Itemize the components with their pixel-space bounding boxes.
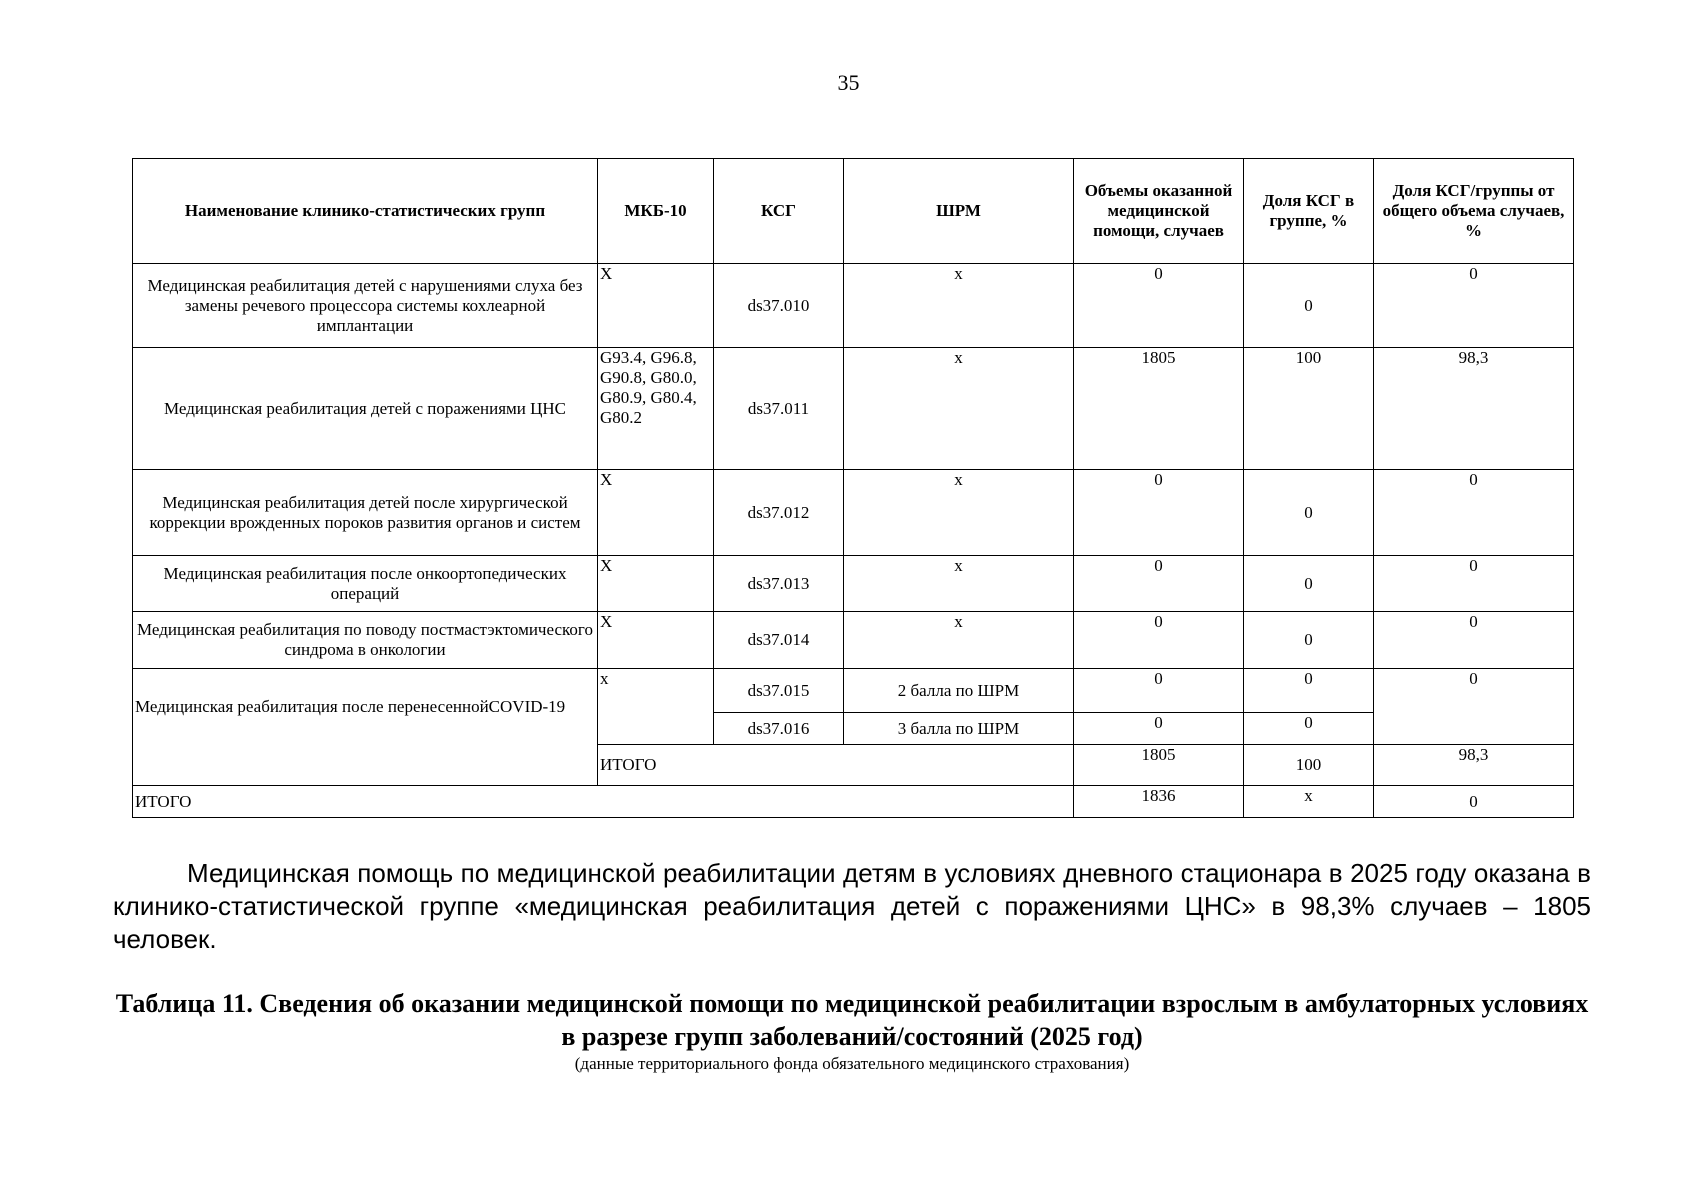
next-table-source: (данные территориального фонда обязательного медицинского страхования) bbox=[574, 1054, 1130, 1073]
total-label: ИТОГО bbox=[133, 786, 1074, 818]
row-shrm: x bbox=[844, 264, 1074, 348]
covid-share-group-2: 0 bbox=[1244, 713, 1374, 745]
row-volume: 0 bbox=[1074, 264, 1244, 348]
summary-paragraph: Медицинская помощь по медицинской реабилитации детям в условиях дневного стационара в 2025 году оказана в клинико-статистической группе «медицинская реабилитация детей с поражениями ЦНС» в 98,3% случаев – 1805 человек. bbox=[113, 858, 1591, 954]
rehab-children-table bbox=[132, 158, 1574, 818]
total-share-group: x bbox=[1244, 786, 1374, 818]
row-volume: 0 bbox=[1074, 470, 1244, 556]
covid-volume-2: 0 bbox=[1074, 713, 1244, 745]
covid-share-total: 0 bbox=[1374, 669, 1574, 745]
row-mkb: X bbox=[598, 556, 714, 612]
header-name: Наименование клинико-статистических групп bbox=[133, 159, 598, 264]
row-name: Медицинская реабилитация по поводу постмастэктомического синдрома в онкологии bbox=[133, 612, 598, 669]
row-share-group: 100 bbox=[1244, 348, 1374, 470]
row-ksg: ds37.012 bbox=[714, 470, 844, 556]
row-mkb: X bbox=[598, 470, 714, 556]
covid-shrm-2: 3 балла по ШРМ bbox=[844, 713, 1074, 745]
row-shrm: x bbox=[844, 470, 1074, 556]
covid-subtotal-volume: 1805 bbox=[1074, 745, 1244, 786]
row-share-group: 0 bbox=[1244, 470, 1374, 556]
header-share-total: Доля КСГ/группы от общего объема случаев, % bbox=[1374, 159, 1574, 264]
table-row-covid-1 bbox=[133, 669, 1574, 713]
page-number: 35 bbox=[837, 70, 860, 95]
next-table-title: Таблица 11. Сведения об оказании медицинской помощи по медицинской реабилитации взрослым в амбулаторных условиях в разрезе групп заболеваний/состояний (2025 год) bbox=[115, 989, 1589, 1051]
row-share-total: 98,3 bbox=[1374, 348, 1574, 470]
row-share-group: 0 bbox=[1244, 264, 1374, 348]
row-name: Медицинская реабилитация детей после хирургической коррекции врожденных пороков развития органов и систем bbox=[133, 470, 598, 556]
header-shrm: ШРМ bbox=[844, 159, 1074, 264]
row-share-group: 0 bbox=[1244, 556, 1374, 612]
covid-ksg-1: ds37.015 bbox=[714, 669, 844, 713]
covid-mkb: x bbox=[598, 669, 714, 745]
covid-name: Медицинская реабилитация после перенесеннойCOVID-19 bbox=[133, 669, 598, 786]
covid-share-group-1: 0 bbox=[1244, 669, 1374, 713]
row-shrm: x bbox=[844, 348, 1074, 470]
table-row bbox=[133, 470, 1574, 556]
header-share-group: Доля КСГ в группе, % bbox=[1244, 159, 1374, 264]
table-row bbox=[133, 556, 1574, 612]
row-mkb: X bbox=[598, 264, 714, 348]
row-volume: 0 bbox=[1074, 556, 1244, 612]
table-row bbox=[133, 348, 1574, 470]
row-shrm: x bbox=[844, 556, 1074, 612]
row-share-total: 0 bbox=[1374, 556, 1574, 612]
total-volume: 1836 bbox=[1074, 786, 1244, 818]
covid-subtotal-label: ИТОГО bbox=[598, 745, 1074, 786]
covid-subtotal-share-group: 100 bbox=[1244, 745, 1374, 786]
row-share-total: 0 bbox=[1374, 264, 1574, 348]
covid-volume-1: 0 bbox=[1074, 669, 1244, 713]
row-share-total: 0 bbox=[1374, 612, 1574, 669]
row-share-total: 0 bbox=[1374, 470, 1574, 556]
total-share-total: 0 bbox=[1374, 786, 1574, 818]
row-ksg: ds37.013 bbox=[714, 556, 844, 612]
table-row bbox=[133, 612, 1574, 669]
header-mkb: МКБ-10 bbox=[598, 159, 714, 264]
row-mkb: X bbox=[598, 612, 714, 669]
table-row-total bbox=[133, 786, 1574, 818]
row-name: Медицинская реабилитация детей с поражениями ЦНС bbox=[133, 348, 598, 470]
covid-shrm-1: 2 балла по ШРМ bbox=[844, 669, 1074, 713]
row-volume: 1805 bbox=[1074, 348, 1244, 470]
row-volume: 0 bbox=[1074, 612, 1244, 669]
table-header-row bbox=[133, 159, 1574, 264]
header-ksg: КСГ bbox=[714, 159, 844, 264]
row-ksg: ds37.011 bbox=[714, 348, 844, 470]
row-shrm: x bbox=[844, 612, 1074, 669]
covid-ksg-2: ds37.016 bbox=[714, 713, 844, 745]
row-ksg: ds37.010 bbox=[714, 264, 844, 348]
row-name: Медицинская реабилитация детей с нарушениями слуха без замены речевого процессора системы кохлеарной имплантации bbox=[133, 264, 598, 348]
row-name: Медицинская реабилитация после онкоортопедических операций bbox=[133, 556, 598, 612]
row-mkb: G93.4, G96.8, G90.8, G80.0, G80.9, G80.4, G80.2 bbox=[598, 348, 714, 470]
header-volume: Объемы оказанной медицинской помощи, случаев bbox=[1074, 159, 1244, 264]
row-share-group: 0 bbox=[1244, 612, 1374, 669]
table-row bbox=[133, 264, 1574, 348]
row-ksg: ds37.014 bbox=[714, 612, 844, 669]
covid-subtotal-share-total: 98,3 bbox=[1374, 745, 1574, 786]
